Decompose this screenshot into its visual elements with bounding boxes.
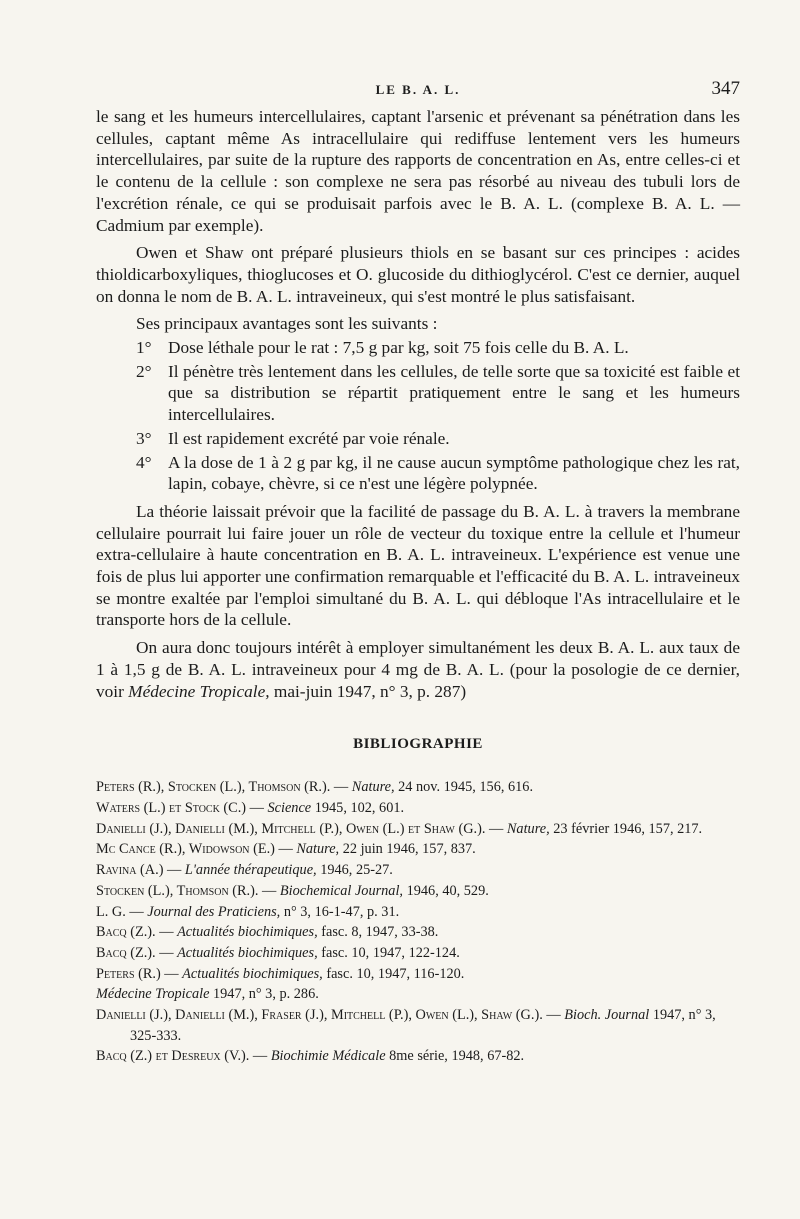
bib-journal: Science <box>267 799 312 816</box>
bib-authors: Mc Cance (R.), Widowson (E.) — <box>96 841 293 858</box>
bibliography-entry <box>96 1005 740 1046</box>
paragraph-1: le sang et les humeurs intercellulaires, captant l'arsenic et prévenant sa pénétration dans les cellules, captant même As intracellulaire qui rediffuse lentement vers les humeurs intercellulaires, par suite de la rupture des rapports de concentration en As, entre celles-ci et le contenu de la cellule : son complexe ne sera pas résorbé au niveau des tubuli lors de l'excrétion rénale, ce qui se produisait parfois avec le B. A. L. (complexe B. A. L. — Cadmium par exemple). <box>96 107 740 235</box>
paragraph-3: Ses principaux avantages sont les suivants : <box>136 314 438 334</box>
bib-journal: Journal des Praticiens, <box>147 903 281 920</box>
bib-details: 24 nov. 1945, 156, 616. <box>398 779 534 796</box>
list-item-3 <box>96 428 740 450</box>
list-number: 3° <box>136 428 152 448</box>
bib-details: 23 février 1946, 157, 217. <box>553 820 703 837</box>
bib-details: 8me série, 1948, 67-82. <box>389 1048 525 1065</box>
bib-authors: Danielli (J.), Danielli (M.), Fraser (J.), Mitchell (P.), Owen (L.), Shaw (G.). — <box>96 1007 561 1024</box>
bib-details: n° 3, 16-1-47, p. 31. <box>283 903 400 920</box>
paragraph-2: Owen et Shaw ont préparé plusieurs thiols en se basant sur ces principes : acides thioldicarboxyliques, thioglucoses et O. glucoside du dithioglycérol. C'est ce dernier, auquel on donna le nom de B. A. L. intraveineux, qui s'est montré le plus satisfaisant. <box>96 243 740 306</box>
bibliography-list <box>96 777 740 1067</box>
page-number: 347 <box>711 78 740 99</box>
bib-authors: Peters (R.) — <box>96 965 179 982</box>
list-number: 4° <box>136 452 152 472</box>
bibliography-entry <box>96 839 740 860</box>
bib-details: 1946, 25-27. <box>320 862 393 879</box>
bib-authors: Peters (R.), Stocken (L.), Thomson (R.). — <box>96 779 349 796</box>
bib-journal: Nature, <box>506 820 550 837</box>
bibliography-entry <box>96 798 740 819</box>
list-text: Il est rapidement excrété par voie rénale. <box>168 428 450 448</box>
running-title: LE B. A. L. <box>375 82 461 97</box>
bib-details: fasc. 10, 1947, 116-120. <box>326 965 465 982</box>
bib-authors: Waters (L.) et Stock (C.) — <box>96 799 264 816</box>
bib-details: 1945, 102, 601. <box>314 799 405 816</box>
list-number: 1° <box>136 338 152 358</box>
bibliography-entry <box>96 860 740 881</box>
bib-details: 1947, n° 3, p. 286. <box>213 986 319 1003</box>
bibliography-entry <box>96 964 740 985</box>
paragraph-5-italic: Médecine Tropicale, <box>128 681 270 701</box>
bib-journal: Biochemical Journal, <box>279 882 404 899</box>
bib-authors: Stocken (L.), Thomson (R.). — <box>96 882 277 899</box>
list-text: A la dose de 1 à 2 g par kg, il ne cause aucun symptôme pathologique chez les rat, lapin, cobaye, chèvre, si ce n'est une légère polypnée. <box>168 452 740 494</box>
bib-journal: Nature, <box>296 841 340 858</box>
paragraph-5-start: On aura donc toujours intérêt à employer simultanément les deux B. A. L. aux taux de 1 à 1,5 g de B. A. L. intraveineux pour 4 mg de B. A. L. (pour la posologie de ce dernier, voir <box>96 638 740 701</box>
list-text: Il pénètre très lentement dans les cellules, de telle sorte que sa toxicité est faible et que sa distribution se répartit pratiquement entre le sang et les humeurs intercellulaires. <box>168 361 740 425</box>
list-number: 2° <box>136 361 152 381</box>
body-text <box>96 106 740 702</box>
bib-authors: Bacq (Z.). — <box>96 924 174 941</box>
bib-journal: L'année thérapeutique, <box>184 862 317 879</box>
bib-journal: Médecine Tropicale <box>96 986 210 1003</box>
bib-journal: Actualités biochimiques, <box>177 924 318 941</box>
bib-authors: Bacq (Z.). — <box>96 944 174 961</box>
running-head <box>96 78 740 106</box>
list-text: Dose léthale pour le rat : 7,5 g par kg, soit 75 fois celle du B. A. L. <box>168 338 629 358</box>
bib-details: fasc. 10, 1947, 122-124. <box>321 944 460 961</box>
bib-journal: Nature, <box>351 779 395 796</box>
bibliography-entry <box>96 943 740 964</box>
bib-authors: L. G. — <box>96 903 144 920</box>
bibliography-entry <box>96 819 740 840</box>
bib-authors: Ravina (A.) — <box>96 862 182 879</box>
list-item-4 <box>96 452 740 495</box>
bib-journal: Biochimie Médicale <box>270 1048 386 1065</box>
bibliography-entry <box>96 1046 740 1067</box>
paragraph-4: La théorie laissait prévoir que la facilité de passage du B. A. L. à travers la membrane cellulaire pourrait lui faire jouer un rôle de vecteur du toxique entre la cellule et l'humeur extra-cellulaire à haute concentration en B. A. L. intraveineux. L'expérience est venue une fois de plus lui apporter une confirmation remarquable et l'efficacité du B. A. L. intraveineux se montre exaltée par l'emploi simultané du B. A. L. qui débloque l'As intracellulaire et le transporte hors de la cellule. <box>96 501 740 630</box>
bibliography-title: BIBLIOGRAPHIE <box>353 736 483 753</box>
paragraph-5-end: mai-juin 1947, n° 3, p. 287) <box>269 681 467 701</box>
bib-details: 1946, 40, 529. <box>406 882 489 899</box>
bibliography-entry <box>96 881 740 902</box>
bib-details: fasc. 8, 1947, 33-38. <box>321 924 439 941</box>
bib-authors: Danielli (J.), Danielli (M.), Mitchell (P.), Owen (L.) et Shaw (G.). — <box>96 820 504 837</box>
bib-authors: Bacq (Z.) et Desreux (V.). — <box>96 1048 268 1065</box>
bib-journal: Bioch. Journal <box>564 1007 650 1024</box>
bib-journal: Actualités biochimiques, <box>177 944 318 961</box>
bibliography-entry <box>96 922 740 943</box>
bib-details: 1947, n° 3, 325-333. <box>130 1007 716 1044</box>
bibliography-entry <box>96 902 740 923</box>
list-item-1 <box>96 337 740 359</box>
list-item-2 <box>96 361 740 426</box>
bibliography-entry <box>96 984 740 1005</box>
page <box>96 78 740 1067</box>
bibliography-entry <box>96 777 740 798</box>
bib-details: 22 juin 1946, 157, 837. <box>342 841 476 858</box>
bib-journal: Actualités biochimiques, <box>182 965 323 982</box>
paragraph-5 <box>96 637 740 702</box>
